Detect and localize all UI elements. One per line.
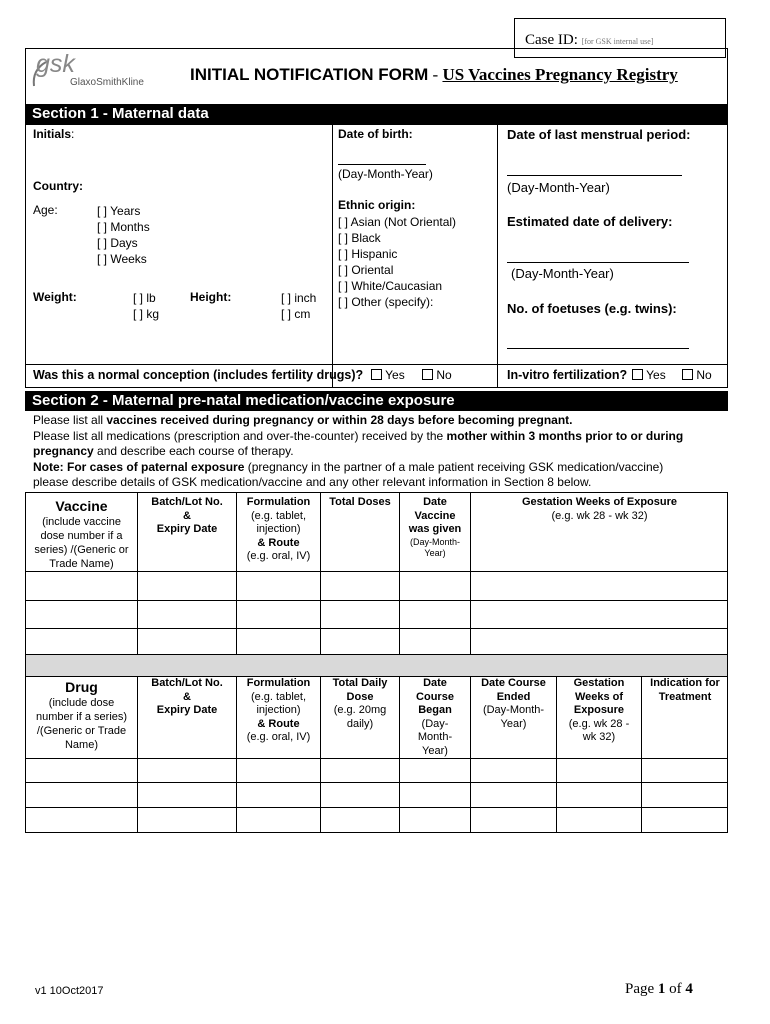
- conception-yes-checkbox[interactable]: [371, 369, 382, 380]
- vaccine-row-3[interactable]: [26, 629, 727, 655]
- instruction-paternal: Note: For cases of paternal exposure (pregnancy in the partner of a male patient receiving GSK medication/vaccine): [33, 459, 664, 474]
- ethnic-option-black[interactable]: [ ] Black: [338, 231, 381, 245]
- dob-hint: (Day-Month-Year): [338, 167, 433, 181]
- height-option-inch[interactable]: [ ] inch: [281, 291, 317, 305]
- ethnic-option-white[interactable]: [ ] White/Caucasian: [338, 279, 443, 293]
- lmp-hint: (Day-Month-Year): [507, 180, 610, 195]
- ethnic-option-oriental[interactable]: [ ] Oriental: [338, 263, 394, 277]
- age-option-years[interactable]: [ ] Years: [97, 204, 141, 218]
- foetuses-field[interactable]: [507, 348, 689, 349]
- drug-ended-header: Date Course Ended (Day-Month- Year): [481, 677, 546, 730]
- initials-label: Initials:: [33, 127, 75, 141]
- weight-label: Weight:: [33, 290, 77, 304]
- vaccine-date-header: Date Vaccine was given (Day-Month- Year): [408, 496, 462, 558]
- drug-row-3[interactable]: [26, 808, 727, 832]
- vaccine-gestation-header: Gestation Weeks of Exposure (e.g. wk 28 - wk 32): [521, 496, 678, 522]
- age-option-days[interactable]: [ ] Days: [97, 236, 138, 250]
- drug-row-1[interactable]: [26, 759, 727, 782]
- lmp-label: Date of last menstrual period:: [507, 127, 691, 142]
- weight-option-kg[interactable]: [ ] kg: [133, 307, 160, 321]
- edd-field[interactable]: [507, 262, 689, 263]
- height-label: Height:: [190, 290, 232, 304]
- lmp-field[interactable]: [507, 175, 682, 176]
- drug-began-header: Date Course Began (Day- Month- Year): [416, 677, 454, 757]
- form-title: INITIAL NOTIFICATION FORM - US Vaccines Pregnancy Registry: [190, 65, 678, 84]
- drug-row-2[interactable]: [26, 783, 727, 807]
- logo-subtext: GlaxoSmithKline: [70, 77, 144, 88]
- case-id-label: Case ID: [for GSK internal use]: [525, 32, 654, 48]
- conception-yes[interactable]: Yes: [371, 368, 405, 382]
- weight-options: [133, 290, 159, 322]
- instruction-vaccines: Please list all vaccines received during pregnancy or within 28 days before becoming pregnant.: [33, 413, 573, 427]
- ivf-question: In-vitro fertilization?: [507, 368, 628, 382]
- logo-text: gsk: [36, 50, 75, 78]
- ethnic-option-hispanic[interactable]: [ ] Hispanic: [338, 247, 398, 261]
- case-id-field[interactable]: [580, 30, 720, 50]
- vaccine-formulation-header: Formulation (e.g. tablet, injection) & Route (e.g. oral, IV): [246, 496, 311, 562]
- ivf-yes-checkbox[interactable]: [632, 369, 643, 380]
- page-number: Page 1 of 4: [625, 981, 693, 997]
- form-title-main: INITIAL NOTIFICATION FORM: [190, 65, 429, 84]
- case-id-hint: [for GSK internal use]: [581, 37, 654, 46]
- vaccine-row-2[interactable]: [26, 601, 727, 628]
- dob-field[interactable]: [338, 164, 426, 165]
- vaccine-total-doses-header: Total Doses: [329, 496, 391, 508]
- drug-gestation-header: Gestation Weeks of Exposure (e.g. wk 28 - wk 32): [568, 677, 630, 743]
- ethnic-option-asian[interactable]: [ ] Asian (Not Oriental): [338, 215, 457, 229]
- dob-label: Date of birth:: [338, 127, 413, 141]
- foetuses-label: No. of foetuses (e.g. twins):: [507, 301, 677, 316]
- conception-no-checkbox[interactable]: [422, 369, 433, 380]
- height-option-cm[interactable]: [ ] cm: [281, 307, 311, 321]
- table-separator: [25, 655, 728, 676]
- section2-instructions: [33, 413, 723, 491]
- registry-title: US Vaccines Pregnancy Registry: [442, 65, 678, 84]
- drug-indication-header: Indication for Treatment: [650, 677, 720, 703]
- version-label: v1 10Oct2017: [35, 985, 104, 997]
- drug-batch-header: Batch/Lot No. & Expiry Date: [151, 677, 223, 716]
- age-options: [97, 203, 150, 267]
- age-label: Age:: [33, 203, 58, 217]
- ethnic-options: [338, 214, 456, 310]
- age-option-weeks[interactable]: [ ] Weeks: [97, 252, 147, 266]
- country-label: Country:: [33, 179, 83, 193]
- drug-formulation-header: Formulation (e.g. tablet, injection) & Route (e.g. oral, IV): [246, 677, 311, 743]
- ethnic-label: Ethnic origin:: [338, 198, 416, 212]
- edd-hint: (Day-Month-Year): [511, 266, 614, 281]
- instruction-medications: Please list all medications (prescription and over-the-counter) received by the mother within 3 months prior to or during: [33, 428, 684, 443]
- gsk-logo: [30, 50, 144, 92]
- conception-question: Was this a normal conception (includes fertility drugs)?: [33, 368, 364, 382]
- ivf-no-checkbox[interactable]: [682, 369, 693, 380]
- ethnic-option-other[interactable]: [ ] Other (specify):: [338, 295, 434, 309]
- age-option-months[interactable]: [ ] Months: [97, 220, 150, 234]
- conception-no[interactable]: No: [422, 368, 452, 382]
- ivf-no[interactable]: No: [682, 368, 712, 382]
- vaccine-col-header: Vaccine (include vaccine dose number if a series) /(Generic or Trade Name): [26, 497, 137, 571]
- drug-title: Drug: [65, 679, 98, 695]
- height-options: [281, 290, 316, 322]
- instruction-section8: please describe details of GSK medication/vaccine and any other relevant information in Section 8 below.: [33, 475, 592, 489]
- vaccine-batch-header: Batch/Lot No. & Expiry Date: [151, 496, 223, 535]
- vaccine-title: Vaccine: [55, 498, 108, 514]
- vaccine-row-1[interactable]: [26, 572, 727, 600]
- weight-option-lb[interactable]: [ ] lb: [133, 291, 156, 305]
- drug-daily-dose-header: Total Daily Dose (e.g. 20mg daily): [332, 677, 388, 730]
- section1-header: Section 1 - Maternal data: [25, 104, 728, 124]
- ivf-yes[interactable]: Yes: [632, 368, 666, 382]
- initials-field[interactable]: [90, 125, 325, 143]
- edd-label: Estimated date of delivery:: [507, 214, 673, 229]
- instruction-pregnancy: pregnancy and describe each course of therapy.: [33, 444, 294, 458]
- drug-col-header: Drug (include dose number if a series) /(Generic or Trade Name): [26, 678, 137, 752]
- country-field[interactable]: [90, 177, 325, 195]
- section2-header: Section 2 - Maternal pre-natal medication/vaccine exposure: [25, 391, 728, 411]
